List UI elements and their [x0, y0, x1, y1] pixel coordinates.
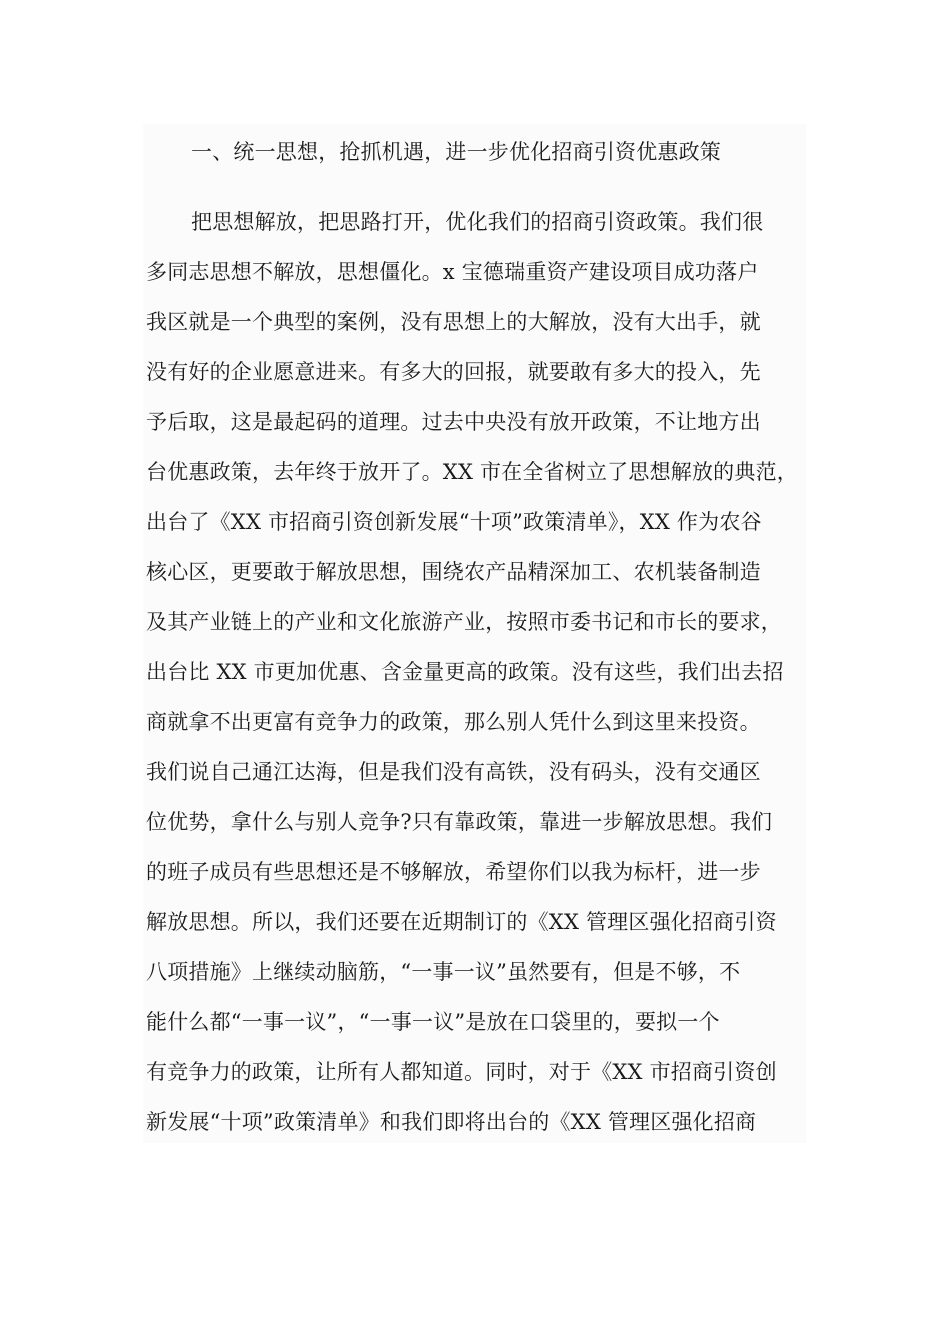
paragraph-line: 新发展“十项”政策清单》和我们即将出台的《XX 管理区强化招商: [146, 1110, 757, 1134]
paragraph-line: 解放思想。所以，我们还要在近期制订的《XX 管理区强化招商引资: [146, 910, 777, 934]
paragraph-line: 核心区，更要敢于解放思想，围绕农产品精深加工、农机装备制造: [146, 560, 761, 584]
paragraph-line: 我们说自己通江达海，但是我们没有高铁，没有码头，没有交通区: [146, 760, 761, 784]
paragraph-line: 出台比 XX 市更加优惠、含金量更高的政策。没有这些，我们出去招: [146, 660, 784, 684]
paragraph-line: 有竞争力的政策，让所有人都知道。同时，对于《XX 市招商引资创: [146, 1060, 777, 1084]
paragraph-line: 把思想解放，把思路打开，优化我们的招商引资政策。我们很: [191, 210, 764, 234]
paragraph-line: 予后取，这是最起码的道理。过去中央没有放开政策，不让地方出: [146, 410, 761, 434]
paragraph-line: 及其产业链上的产业和文化旅游产业，按照市委书记和市长的要求，: [146, 610, 782, 634]
section-heading: 一、统一思想，抢抓机遇，进一步优化招商引资优惠政策: [191, 140, 721, 164]
paragraph-line: 没有好的企业愿意进来。有多大的回报，就要敢有多大的投入，先: [146, 360, 761, 384]
paragraph-line: 八项措施》上继续动脑筋，“一事一议”虽然要有，但是不够，不: [146, 960, 741, 984]
paragraph-line: 能什么都“一事一议”，“一事一议”是放在口袋里的，要拟一个: [146, 1010, 720, 1034]
paragraph-line: 的班子成员有些思想还是不够解放，希望你们以我为标杆，进一步: [146, 860, 761, 884]
paragraph-line: 商就拿不出更富有竞争力的政策，那么别人凭什么到这里来投资。: [146, 710, 761, 734]
paragraph-line: 台优惠政策，去年终于放开了。XX 市在全省树立了思想解放的典范，: [146, 460, 798, 484]
paragraph-line: 出台了《XX 市招商引资创新发展“十项”政策清单》，XX 作为农谷: [146, 510, 762, 534]
paragraph-line: 位优势，拿什么与别人竞争?只有靠政策，靠进一步解放思想。我们: [146, 810, 773, 834]
paragraph-line: 我区就是一个典型的案例，没有思想上的大解放，没有大出手，就: [146, 310, 761, 334]
paragraph-line: 多同志思想不解放，思想僵化。x 宝德瑞重资产建设项目成功落户: [146, 260, 759, 284]
text-block: [143, 124, 806, 1143]
